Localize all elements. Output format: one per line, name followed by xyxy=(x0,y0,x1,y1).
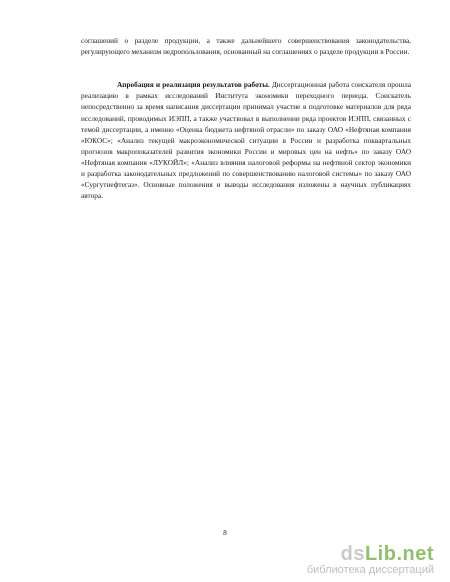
page-number: 8 xyxy=(223,528,227,537)
watermark-logo xyxy=(307,544,434,564)
watermark-logo-part2: Lib.net xyxy=(364,543,434,565)
paragraph-continuation: соглашений о разделе продукции, а также дальнейшего совершенствования законодательства, регулирующего механизм недропользования, основанный на соглашениях о разделе продукции в России. xyxy=(81,36,411,57)
paragraph-body: Диссертационная работа соискателя прошла реализацию в рамках исследований Института экономики переходного периода. Соискатель непосредственно за время написания диссертации принимал участие в подготовке материалов для ряда исследований, проводимых ИЭПП, а также участвовал в выполнении ряда проектов ИЭПП, связанных с темой диссертации, а именно «Оценка бюджета нефтяной отрасли» по заказу ОАО «Нефтяная компания «ЮКОС»; «Анализ текущей макроэкономической ситуации в России и разработка поквартальных прогнозов макропоказателей развития экономики России и мировых цен на нефть» по заказу ОАО «Нефтяная компания «ЛУКОЙЛ»; «Анализ влияния налоговой реформы на нефтяной сектор экономики и разработка законодательных предложений по совершенствованию налоговой системы» по заказу ОАО «Сургутнефтегаз». Основные положения и выводы исследования изложены в научных публикациях автора. xyxy=(81,80,411,201)
paragraph-heading: Апробация и реализация результатов работы. xyxy=(117,80,270,90)
paragraph-approbation xyxy=(81,79,411,201)
watermark-subtitle: библиотека диссертаций xyxy=(306,564,434,576)
watermark xyxy=(307,544,434,576)
watermark-logo-part1: ds xyxy=(340,543,365,565)
